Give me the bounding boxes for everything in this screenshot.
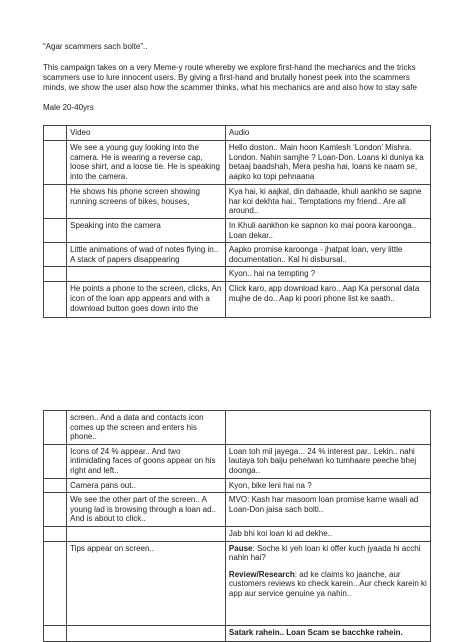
table-cell-num	[44, 526, 67, 541]
table-cell-num	[44, 444, 67, 478]
table-row	[44, 411, 431, 445]
table-row	[44, 493, 431, 527]
table-row	[44, 282, 431, 318]
pause-label: Pause	[228, 543, 253, 553]
video-cell: We see a young guy looking into the camera. He is wearing a reverse cap, loose shirt, and a loose tie. He is speaking into the camera.	[67, 141, 226, 185]
table-cell-num	[44, 185, 67, 219]
table-cell-num	[44, 411, 67, 445]
audio-cell: Satark rahein.. Loan Scam se bacchke rahein.	[225, 625, 430, 641]
review-tip	[229, 570, 427, 599]
video-cell: Little animations of wad of notes flying in.. A stack of papers disappearing	[67, 243, 226, 267]
audio-cell: Aapko promise karoonga - jhatpat loan, very little documentation.. Kal hi disbursal..	[225, 243, 430, 267]
pause-tip	[229, 544, 427, 563]
video-cell: screen.. And a data and contacts icon comes up the screen and enters his phone..	[67, 411, 226, 445]
audio-cell: In Khuli aankhon ke sapnon ko mai poora karoonga.. Loan dekar..	[225, 219, 430, 243]
audio-cell: MVO: Kash har masoom loan promise karne waali ad Loan-Don jaisa sach bolti..	[225, 493, 430, 527]
intro-paragraph: This campaign takes on a very Meme-y route whereby we explore first-hand the mechanics and the tricks scammers use to lure innocent users. By giving a first-hand and brutally honest peek into the scammers minds, we show the user also how the scammer thinks, what his mechanics are and also how to stay safe	[43, 63, 417, 92]
script-table-2	[43, 410, 431, 642]
video-cell: Tips appear on screen..	[67, 541, 226, 625]
table-row	[44, 625, 431, 641]
table-cell-num	[44, 478, 67, 493]
table-cell-num	[44, 282, 67, 318]
audio-column-header: Audio	[225, 126, 430, 141]
table-row	[44, 243, 431, 267]
pause-text: : Soche ki yeh loan ki offer kuch jyaada hi acchi nahin hai?	[228, 543, 421, 563]
table-row	[44, 219, 431, 243]
audio-cell: Click karo, app download karo.. Aap Ka personal data mujhe de do.. Aap ki poori phone list ke saath..	[225, 282, 430, 318]
video-column-header: Video	[67, 126, 226, 141]
video-cell: He shows his phone screen showing running screens of bikes, houses,	[67, 185, 226, 219]
review-label: Review/Research	[228, 569, 295, 579]
video-cell: Camera pans out..	[67, 478, 226, 493]
table-cell-num	[44, 219, 67, 243]
audio-cell: Jab bhi koi loan ki ad dekhe..	[225, 526, 430, 541]
video-cell: Icons of 24 % appear.. And two intimidating faces of goons appear on his right and left..	[67, 444, 226, 478]
audio-cell	[225, 411, 430, 445]
table-cell-num	[44, 267, 67, 282]
table-row	[44, 478, 431, 493]
table-cell-num	[44, 541, 67, 625]
table-row	[44, 185, 431, 219]
video-cell: We see the other part of the screen.. A young lad is browsing through a loan ad.. And is about to click..	[67, 493, 226, 527]
table-row	[44, 541, 431, 625]
tips-cell	[225, 541, 430, 625]
table-cell-num	[44, 126, 67, 141]
table-cell-num	[44, 493, 67, 527]
audio-cell: Kyon, bike leni hai na ?	[225, 478, 430, 493]
video-cell: He points a phone to the screen, clicks, An icon of the loan app appears and with a download button goes down into the	[67, 282, 226, 318]
table-cell-num	[44, 141, 67, 185]
audio-cell: Loan toh mil jayega... 24 % interest par.. Lekin.. nahi lautaya toh baiju pehelwan ko tumhaare peeche bhej doonga..	[225, 444, 430, 478]
table-row	[44, 444, 431, 478]
video-cell: Speaking into the camera	[67, 219, 226, 243]
video-cell	[67, 267, 226, 282]
table-row	[44, 526, 431, 541]
audio-cell: Hello doston.. Main hoon Kamlesh ‘London’ Mishra. London. Nahin samjhe ? Loan-Don. Loans ki duniya ka betaaj baadshah, Mera pesha hai, loans ke naam se, aapko ko topi pehnaana	[225, 141, 430, 185]
video-cell	[67, 526, 226, 541]
video-cell	[67, 625, 226, 641]
table-cell-num	[44, 243, 67, 267]
audio-cell: Kya hai, ki aajkal, din dahaade, khuli aankho se sapne har koi dekhta hai.. Temptations my friend.. Are all around..	[225, 185, 430, 219]
script-table-1	[43, 125, 431, 318]
table-row	[44, 267, 431, 282]
target-demographic: Male 20-40yrs	[43, 103, 94, 112]
table-header-row	[44, 126, 431, 141]
audio-cell: Kyon.. hai na tempting ?	[225, 267, 430, 282]
table-row	[44, 141, 431, 185]
table-cell-num	[44, 625, 67, 641]
document-title: “Agar scammers sach bolte”..	[43, 42, 148, 51]
review-text: : ad ke claims ko jaanche, aur customers reviews ko check karein.. Aur check karein ki app aur service genuine ya nahin..	[228, 569, 427, 598]
